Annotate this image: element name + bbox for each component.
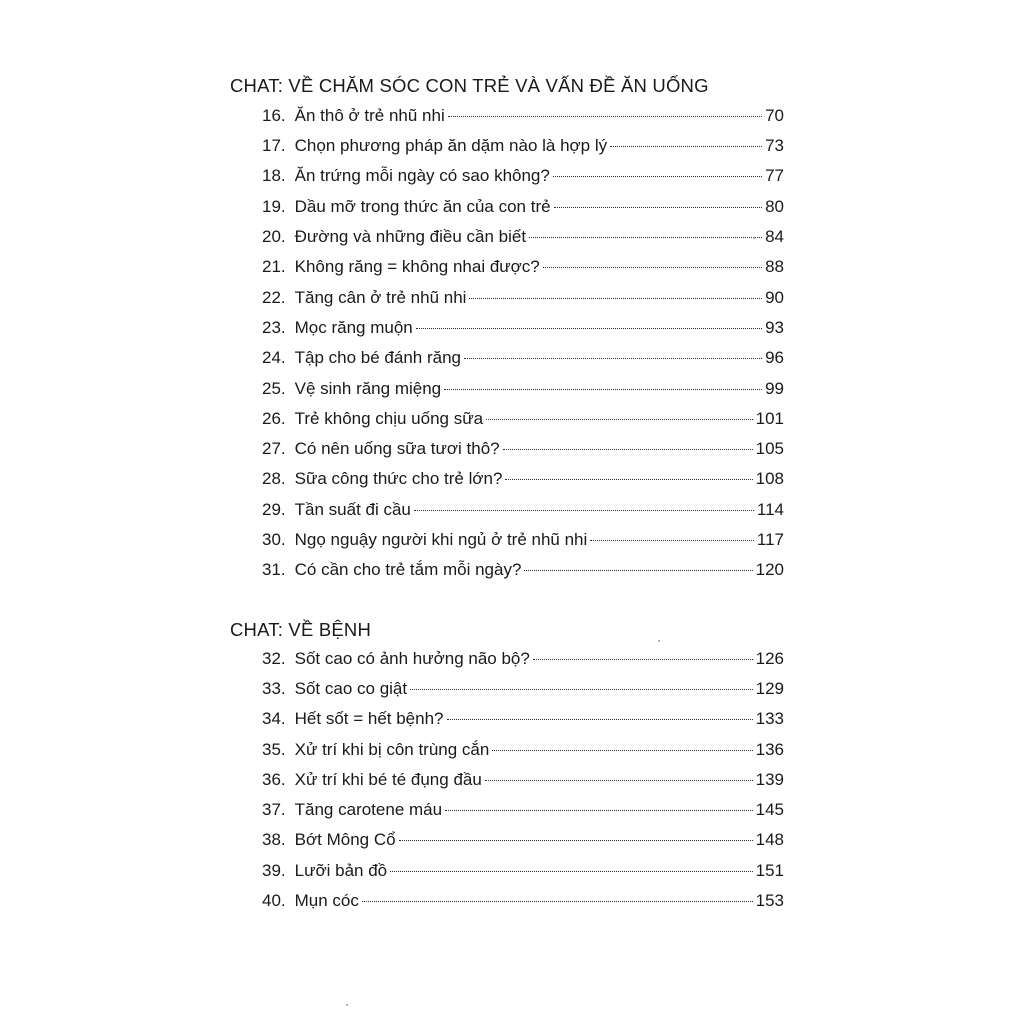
entry-number: 31. <box>262 560 286 579</box>
toc-entry <box>262 709 784 731</box>
entry-number: 24. <box>262 348 286 367</box>
entry-number: 30. <box>262 530 286 549</box>
dot-leader <box>503 449 753 450</box>
dot-leader <box>414 510 754 511</box>
section-heading-illness: CHAT: VỀ BỆNH <box>230 619 372 640</box>
toc-entry <box>262 318 784 340</box>
dot-leader <box>444 389 762 390</box>
entry-page-number: 126 <box>755 649 784 668</box>
entry-title: Sữa công thức cho trẻ lớn? <box>294 469 503 488</box>
entry-title: Mọc răng muộn <box>294 318 413 337</box>
entry-title: Sốt cao có ảnh hưởng não bộ? <box>294 649 530 668</box>
entry-page-number: 133 <box>755 709 784 728</box>
entry-title: Ăn trứng mỗi ngày có sao không? <box>294 166 550 185</box>
toc-entry <box>262 861 784 883</box>
paper-speck <box>753 237 755 239</box>
entry-number: 20. <box>262 227 286 246</box>
toc-entry <box>262 197 784 219</box>
dot-leader <box>524 570 752 571</box>
entry-number: 19. <box>262 197 286 216</box>
toc-entry <box>262 257 784 279</box>
dot-leader <box>447 719 753 720</box>
entry-page-number: 148 <box>755 830 784 849</box>
dot-leader <box>448 116 762 117</box>
entry-number: 26. <box>262 409 286 428</box>
entry-number: 34. <box>262 709 286 728</box>
dot-leader <box>492 750 752 751</box>
section-heading-care-and-eating: CHAT: VỀ CHĂM SÓC CON TRẺ VÀ VẤN ĐỀ ĂN UỐNG <box>230 75 709 96</box>
entry-number: 17. <box>262 136 286 155</box>
entry-title: Mụn cóc <box>294 891 359 910</box>
entry-number: 40. <box>262 891 286 910</box>
toc-entry <box>262 348 784 370</box>
entry-title: Dầu mỡ trong thức ăn của con trẻ <box>294 197 551 216</box>
dot-leader <box>445 810 753 811</box>
entry-title: Đường và những điều cần biết <box>294 227 527 246</box>
dot-leader <box>390 871 753 872</box>
dot-leader <box>505 479 752 480</box>
toc-entry <box>262 500 784 522</box>
entry-page-number: 99 <box>765 379 784 398</box>
entry-title: Sốt cao co giật <box>294 679 408 698</box>
entry-page-number: 90 <box>765 288 784 307</box>
dot-leader <box>485 780 753 781</box>
dot-leader <box>553 176 762 177</box>
toc-entry <box>262 439 784 461</box>
entry-title: Ăn thô ở trẻ nhũ nhi <box>294 106 445 125</box>
entry-page-number: 151 <box>755 861 784 880</box>
entry-page-number: 93 <box>765 318 784 337</box>
entry-page-number: 153 <box>755 891 784 910</box>
entry-title: Xử trí khi bé té đụng đầu <box>294 770 482 789</box>
entry-page-number: 101 <box>755 409 784 428</box>
dot-leader <box>464 358 762 359</box>
dot-leader <box>362 901 753 902</box>
entry-page-number: 77 <box>765 166 784 185</box>
entry-number: 21. <box>262 257 286 276</box>
entry-title: Bớt Mông Cổ <box>294 830 396 849</box>
entry-page-number: 96 <box>765 348 784 367</box>
toc-entry <box>262 560 784 582</box>
entry-page-number: 129 <box>755 679 784 698</box>
entry-page-number: 114 <box>756 500 784 519</box>
entry-number: 28. <box>262 469 286 488</box>
toc-entry <box>262 409 784 431</box>
entry-page-number: 108 <box>755 469 784 488</box>
entry-number: 18. <box>262 166 286 185</box>
entry-title: Ngọ nguậy người khi ngủ ở trẻ nhũ nhi <box>294 530 588 549</box>
entry-number: 33. <box>262 679 286 698</box>
toc-entry <box>262 106 784 128</box>
entry-title: Vệ sinh răng miệng <box>294 379 442 398</box>
entry-title: Chọn phương pháp ăn dặm nào là hợp lý <box>294 136 608 155</box>
entry-title: Xử trí khi bị côn trùng cắn <box>294 740 490 759</box>
toc-entry <box>262 891 784 913</box>
entry-title: Tần suất đi cầu <box>294 500 411 519</box>
entry-title: Có cần cho trẻ tắm mỗi ngày? <box>294 560 522 579</box>
entry-page-number: 88 <box>765 257 784 276</box>
entry-number: 25. <box>262 379 286 398</box>
entry-page-number: 80 <box>765 197 784 216</box>
toc-entry <box>262 740 784 762</box>
toc-entry <box>262 830 784 852</box>
dot-leader <box>416 328 762 329</box>
entry-page-number: 84 <box>765 227 784 246</box>
entry-number: 23. <box>262 318 286 337</box>
dot-leader <box>529 237 762 238</box>
entry-number: 36. <box>262 770 286 789</box>
paper-speck <box>346 1004 348 1006</box>
paper-speck <box>658 640 660 642</box>
entry-title: Trẻ không chịu uống sữa <box>294 409 484 428</box>
toc-entry <box>262 530 784 552</box>
entry-page-number: 136 <box>755 740 784 759</box>
entry-title: Tập cho bé đánh răng <box>294 348 461 367</box>
entry-page-number: 73 <box>765 136 784 155</box>
entry-number: 29. <box>262 500 286 519</box>
dot-leader <box>486 419 753 420</box>
entry-title: Tăng cân ở trẻ nhũ nhi <box>294 288 467 307</box>
entry-page-number: 105 <box>755 439 784 458</box>
entry-page-number: 145 <box>755 800 784 819</box>
entry-number: 37. <box>262 800 286 819</box>
entry-title: Tăng carotene máu <box>294 800 443 819</box>
dot-leader <box>533 659 753 660</box>
toc-entry <box>262 469 784 491</box>
entry-number: 16. <box>262 106 286 125</box>
entry-page-number: 120 <box>755 560 784 579</box>
toc-entry <box>262 679 784 701</box>
dot-leader <box>554 207 763 208</box>
toc-entry <box>262 379 784 401</box>
toc-entry <box>262 288 784 310</box>
entry-number: 32. <box>262 649 286 668</box>
entry-title: Lưỡi bản đồ <box>294 861 388 880</box>
entry-number: 27. <box>262 439 286 458</box>
entry-page-number: 139 <box>755 770 784 789</box>
entry-title: Không răng = không nhai được? <box>294 257 540 276</box>
dot-leader <box>410 689 753 690</box>
entry-page-number: 117 <box>756 530 784 549</box>
entry-number: 22. <box>262 288 286 307</box>
toc-entry <box>262 800 784 822</box>
toc-entry <box>262 166 784 188</box>
dot-leader <box>610 146 762 147</box>
toc-entry <box>262 770 784 792</box>
dot-leader <box>590 540 754 541</box>
toc-entry <box>262 227 784 249</box>
dot-leader <box>543 267 762 268</box>
toc-entry <box>262 136 784 158</box>
dot-leader <box>399 840 753 841</box>
entry-title: Có nên uống sữa tươi thô? <box>294 439 500 458</box>
toc-entry <box>262 649 784 671</box>
dot-leader <box>469 298 762 299</box>
entry-page-number: 70 <box>765 106 784 125</box>
entry-number: 38. <box>262 830 286 849</box>
entry-title: Hết sốt = hết bệnh? <box>294 709 444 728</box>
entry-number: 35. <box>262 740 286 759</box>
entry-number: 39. <box>262 861 286 880</box>
